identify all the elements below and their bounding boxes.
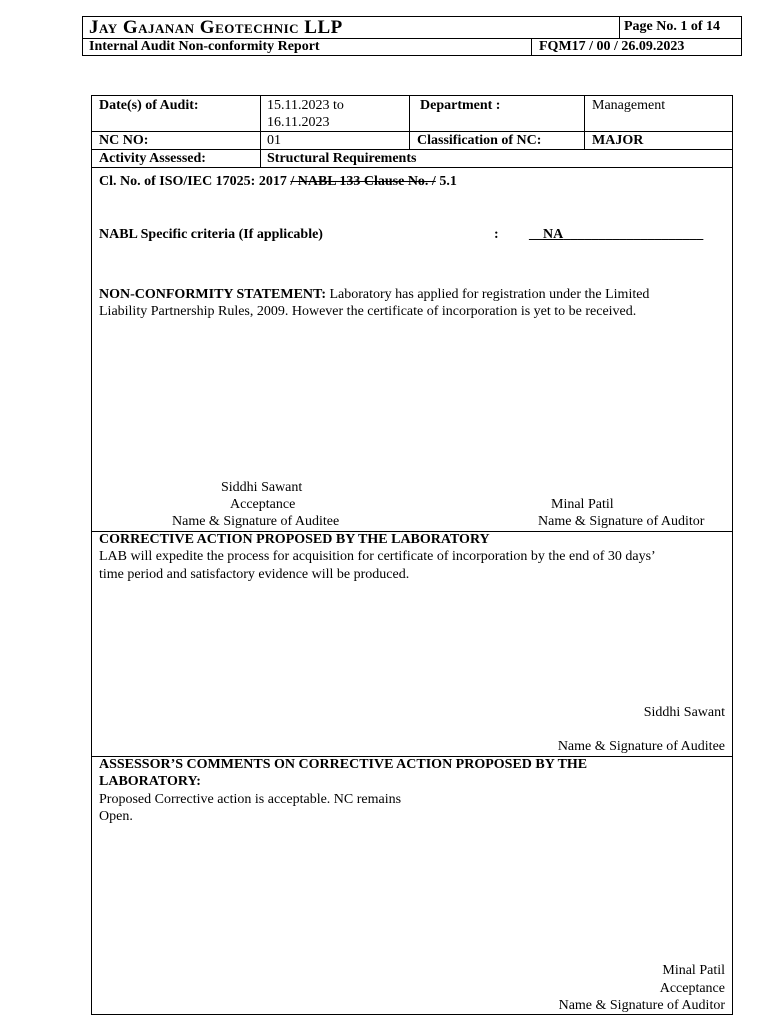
clause-reference: Cl. No. of ISO/IEC 17025: 2017 / NABL 133 Clause No. / 5.1 [99,174,457,189]
auditee-name: Siddhi Sawant [643,705,725,720]
nc-number-value: 01 [267,133,281,148]
department-label: Department : [420,98,501,113]
auditee-acceptance: Acceptance [230,497,296,512]
nc-statement-continued: Liability Partnership Rules, 2009. However the certificate of incorporation is yet to be received. [99,304,637,319]
auditee-signature-caption: Name & Signature of Auditee [172,514,340,529]
row-divider [92,167,732,168]
classification-value: MAJOR [592,133,644,148]
column-divider [409,96,410,149]
auditor-name: Minal Patil [551,497,614,512]
nabl-criteria-value: __NA____________________ [529,227,704,242]
auditor-acceptance: Acceptance [659,981,725,996]
report-title: Internal Audit Non-conformity Report [89,39,320,54]
auditee-name: Siddhi Sawant [221,480,303,495]
company-name: Jay Gajanan Geotechnic LLP [89,17,343,38]
nc-statement: NON-CONFORMITY STATEMENT: Laboratory has applied for registration under the Limited [99,287,650,302]
header-divider [531,38,532,55]
classification-label: Classification of NC: [417,133,542,148]
assessor-comments-text-continued: Open. [99,809,133,824]
activity-label: Activity Assessed: [99,151,206,166]
assessor-comments-heading-continued: LABORATORY: [99,774,201,789]
assessor-comments-text: Proposed Corrective action is acceptable. NC remains [99,792,402,807]
auditee-signature-caption: Name & Signature of Auditee [557,739,725,754]
nc-number-label: NC NO: [99,133,149,148]
activity-value: Structural Requirements [267,151,417,166]
corrective-action-heading: CORRECTIVE ACTION PROPOSED BY THE LABORATORY [99,532,490,547]
struck-clause-text: / NABL 133 Clause No. / [290,174,436,189]
assessor-comments-heading: ASSESSOR’S COMMENTS ON CORRECTIVE ACTION PROPOSED BY THE [99,757,588,772]
document-header [82,16,742,56]
audit-date-value: 16.11.2023 [267,115,330,130]
corrective-action-text: LAB will expedite the process for acquisition for certificate of incorporation by the end of 30 days’ [99,549,656,564]
audit-date-value: 15.11.2023 to [267,98,344,113]
document-reference: FQM17 / 00 / 26.09.2023 [539,39,685,54]
page-number: Page No. 1 of 14 [624,19,721,34]
nc-report-form [91,95,733,1015]
auditor-signature-caption: Name & Signature of Auditor [558,998,725,1013]
column-divider [584,96,585,149]
nabl-criteria-colon: : [494,227,499,242]
nabl-criteria-label: NABL Specific criteria (If applicable) [99,227,323,242]
corrective-action-text-continued: time period and satisfactory evidence will be produced. [99,567,410,582]
auditor-signature-caption: Name & Signature of Auditor [538,514,705,529]
audit-date-label: Date(s) of Audit: [99,98,199,113]
auditor-name: Minal Patil [662,963,725,978]
department-value: Management [592,98,666,113]
column-divider [260,96,261,167]
header-divider [619,17,620,38]
